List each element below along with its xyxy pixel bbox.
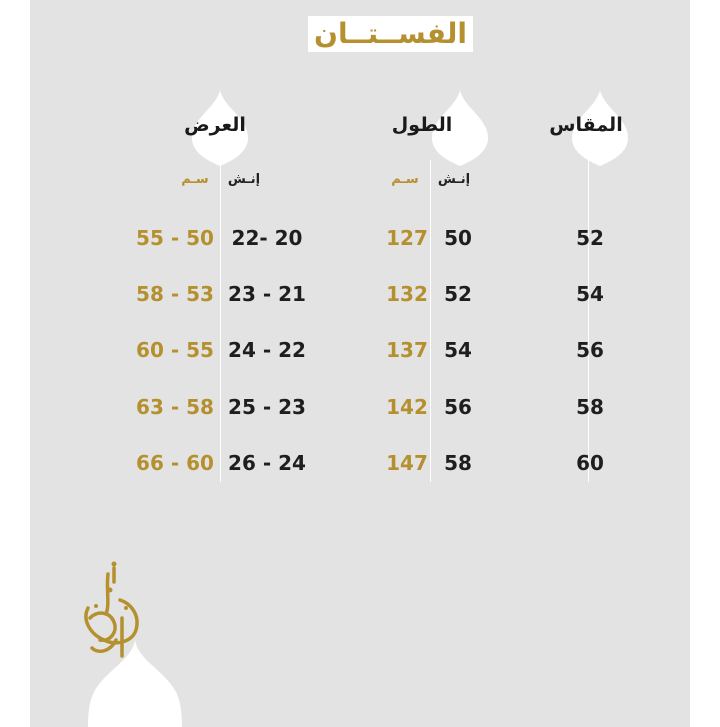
width-cm-value: 66 - 60 bbox=[136, 451, 214, 475]
length-cm-value: 132 bbox=[386, 282, 428, 306]
width-inch-value: 23 - 21 bbox=[228, 282, 306, 306]
page-title: الفســتــان bbox=[314, 17, 467, 50]
size-column-line bbox=[588, 160, 589, 482]
length-cm-subheader: سـم bbox=[391, 172, 419, 187]
length-cm-value: 147 bbox=[386, 451, 428, 475]
length-inch-subheader: إنـش bbox=[437, 172, 471, 187]
title-box bbox=[308, 16, 473, 52]
width-column-header: العرض bbox=[184, 114, 246, 136]
size-value: 52 bbox=[576, 226, 604, 250]
width-cm-subheader: سـم bbox=[181, 172, 209, 187]
length-inch-value: 50 bbox=[444, 226, 472, 250]
length-cm-value: 127 bbox=[386, 226, 428, 250]
length-cm-value: 142 bbox=[386, 395, 428, 419]
width-inch-value: 26 - 24 bbox=[228, 451, 306, 475]
length-column-header: الطول bbox=[391, 114, 453, 136]
size-value: 54 bbox=[576, 282, 604, 306]
length-inch-value: 54 bbox=[444, 338, 472, 362]
length-column-line bbox=[430, 160, 431, 482]
width-inch-subheader: إنـش bbox=[227, 172, 261, 187]
width-column-line bbox=[220, 160, 221, 482]
width-cm-value: 58 - 53 bbox=[136, 282, 214, 306]
width-cm-value: 60 - 55 bbox=[136, 338, 214, 362]
length-inch-value: 56 bbox=[444, 395, 472, 419]
width-cm-value: 55 - 50 bbox=[136, 226, 214, 250]
length-inch-value: 58 bbox=[444, 451, 472, 475]
length-cm-value: 137 bbox=[386, 338, 428, 362]
width-inch-value: 25 - 23 bbox=[228, 395, 306, 419]
length-inch-value: 52 bbox=[444, 282, 472, 306]
size-value: 60 bbox=[576, 451, 604, 475]
width-inch-value: 22- 20 bbox=[231, 226, 303, 250]
calligraphy-logo-icon bbox=[70, 560, 150, 670]
size-value: 58 bbox=[576, 395, 604, 419]
size-value: 56 bbox=[576, 338, 604, 362]
size-column-header: المقاس bbox=[549, 114, 623, 136]
size-chart-panel bbox=[30, 0, 690, 727]
width-cm-value: 63 - 58 bbox=[136, 395, 214, 419]
width-inch-value: 24 - 22 bbox=[228, 338, 306, 362]
